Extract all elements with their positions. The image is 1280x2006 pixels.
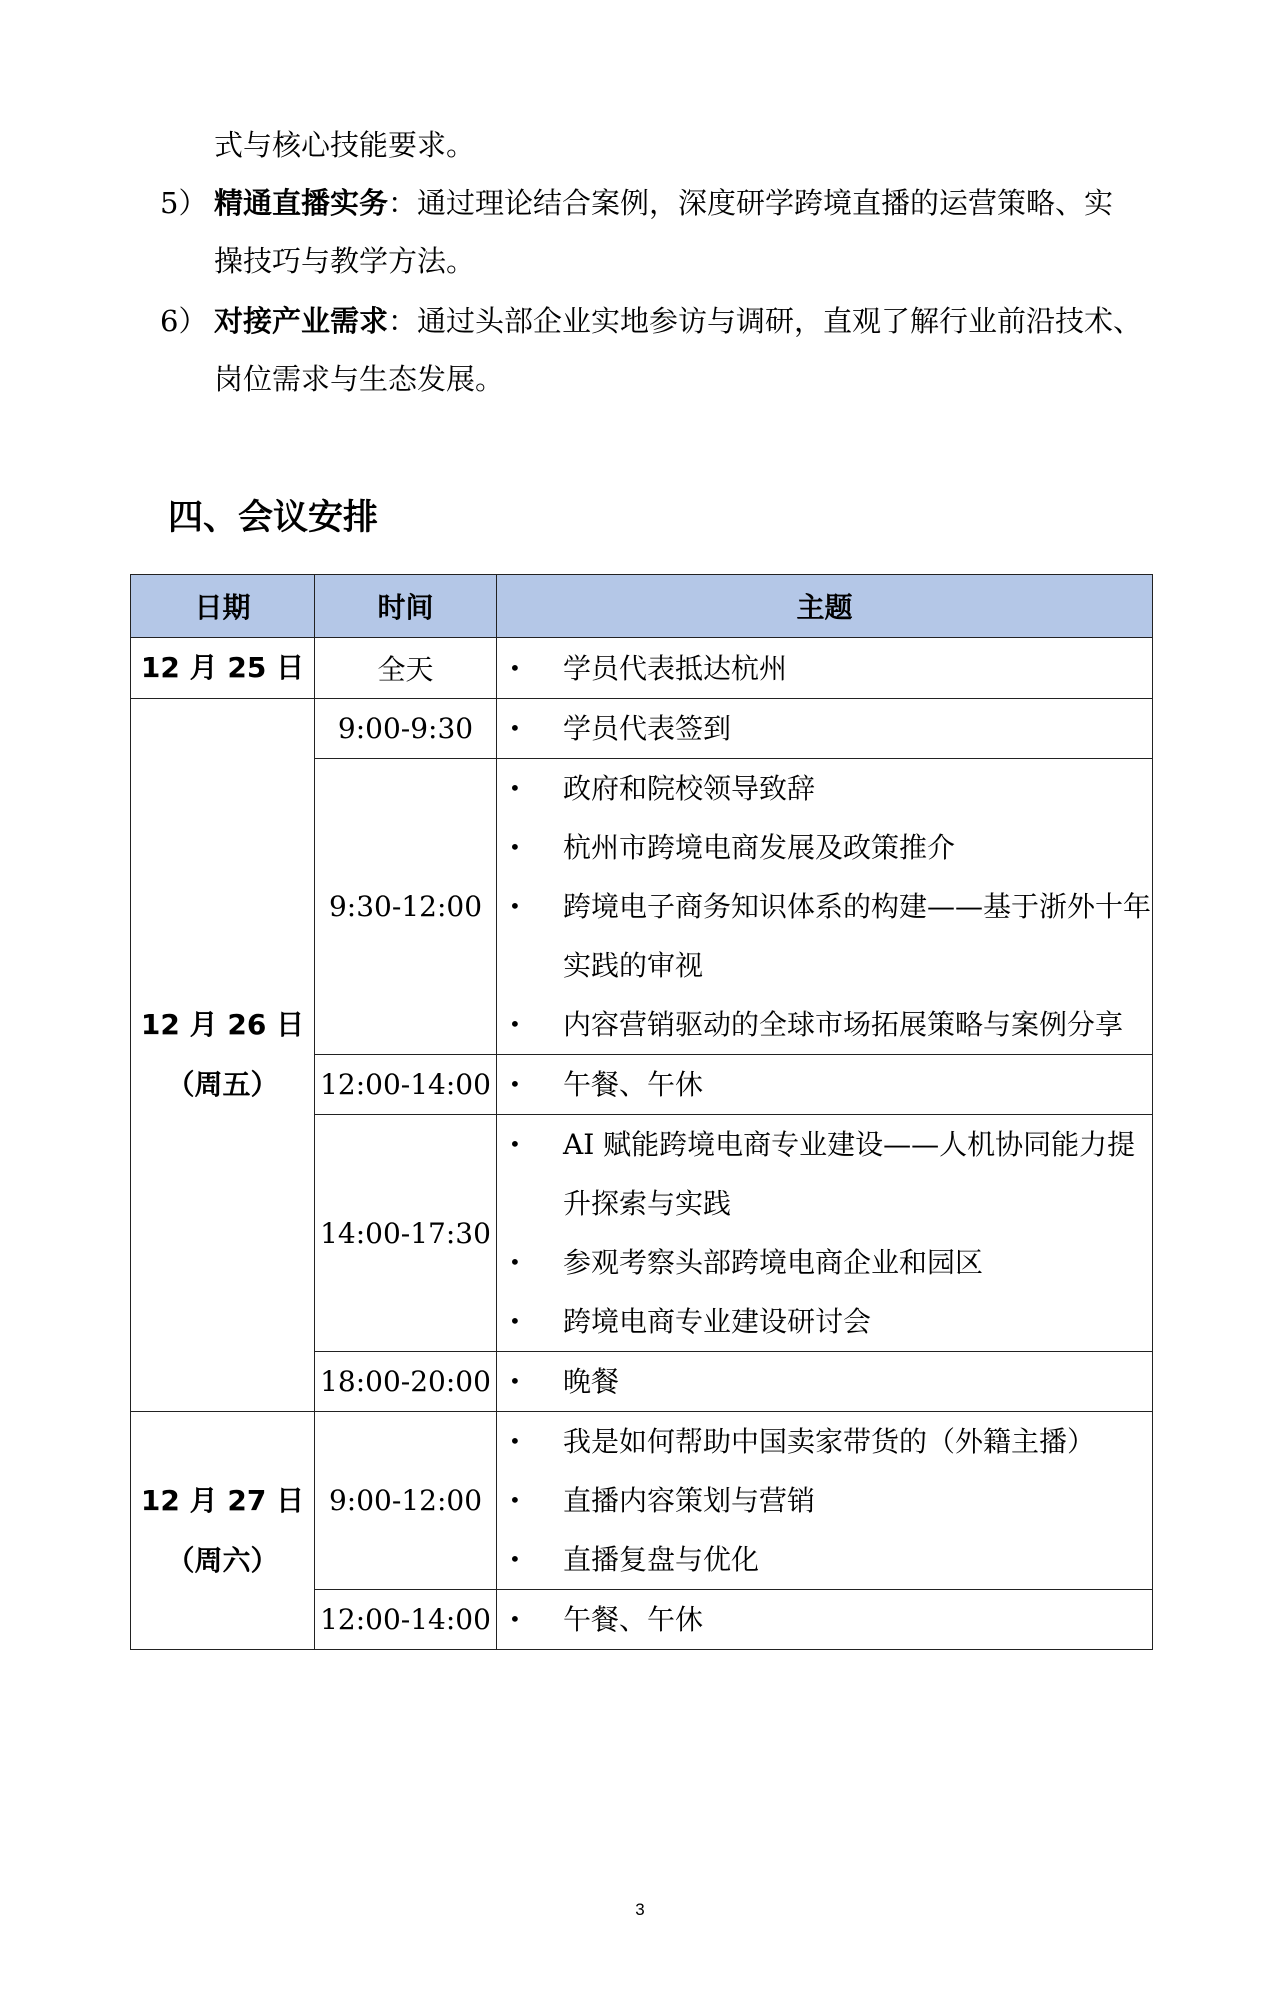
topic-cell bbox=[497, 1412, 1153, 1590]
topic-cell bbox=[497, 1590, 1153, 1650]
intro-item-6: 6） 对接产业需求：通过头部企业实地参访与调研，直观了解行业前沿技术、 岗位需求与生态发展。 bbox=[160, 292, 1180, 408]
topic-cell bbox=[497, 1352, 1153, 1412]
topic-list bbox=[497, 639, 1152, 698]
topic-list bbox=[497, 1055, 1152, 1114]
topic-cell bbox=[497, 1055, 1153, 1115]
header-time: 时间 bbox=[315, 575, 497, 638]
item-text: 通过头部企业实地参访与调研，直观了解行业前沿技术、 bbox=[417, 304, 1143, 338]
topic-list bbox=[497, 759, 1152, 1054]
table-row bbox=[131, 699, 1153, 759]
time-cell: 9:30-12:00 bbox=[315, 759, 497, 1055]
list-item: • AI 赋能跨境电商专业建设——人机协同能力提升探索与实践 bbox=[497, 1115, 1152, 1233]
section-heading: 四、会议安排 bbox=[168, 498, 379, 538]
list-item: • 学员代表签到 bbox=[497, 699, 1152, 758]
header-date: 日期 bbox=[131, 575, 315, 638]
weekday-label: （周六） bbox=[166, 1543, 279, 1577]
time-cell: 14:00-17:30 bbox=[315, 1115, 497, 1352]
table-header-row bbox=[131, 575, 1153, 638]
list-item: • 政府和院校领导致辞 bbox=[497, 759, 1152, 818]
time-cell: 12:00-14:00 bbox=[315, 1055, 497, 1115]
date-cell bbox=[131, 638, 315, 699]
time-cell: 18:00-20:00 bbox=[315, 1352, 497, 1412]
intro-item-5: 5） 精通直播实务：通过理论结合案例，深度研学跨境直播的运营策略、实 操技巧与教学方法。 bbox=[160, 174, 1180, 290]
topic-cell bbox=[497, 638, 1153, 699]
topic-cell bbox=[497, 699, 1153, 759]
list-item: • 跨境电子商务知识体系的构建——基于浙外十年实践的审视 bbox=[497, 877, 1152, 995]
list-item: • 学员代表抵达杭州 bbox=[497, 639, 1152, 698]
header-topic: 主题 bbox=[497, 575, 1153, 638]
list-item: • 午餐、午休 bbox=[497, 1055, 1152, 1114]
topic-cell bbox=[497, 1115, 1153, 1352]
topic-list bbox=[497, 1115, 1152, 1351]
item-continuation: 岗位需求与生态发展。 bbox=[214, 362, 505, 396]
list-item: • 我是如何帮助中国卖家带货的（外籍主播） bbox=[497, 1412, 1152, 1471]
list-item: • 午餐、午休 bbox=[497, 1590, 1152, 1649]
list-item: • 晚餐 bbox=[497, 1352, 1152, 1411]
table-row bbox=[131, 1412, 1153, 1590]
intro-prev-tail: 式与核心技能要求。 bbox=[214, 128, 476, 162]
list-item: • 内容营销驱动的全球市场拓展策略与案例分享 bbox=[497, 995, 1152, 1054]
table-row bbox=[131, 638, 1153, 699]
page-number: 3 bbox=[635, 1900, 645, 1919]
time-cell: 9:00-9:30 bbox=[315, 699, 497, 759]
topic-cell bbox=[497, 759, 1153, 1055]
topic-list bbox=[497, 1412, 1152, 1589]
item-continuation: 操技巧与教学方法。 bbox=[214, 244, 476, 278]
agenda-table bbox=[130, 574, 1153, 1650]
agenda-body bbox=[131, 638, 1153, 1650]
date-label: 12 月 25 日 bbox=[140, 651, 305, 684]
topic-list bbox=[497, 1590, 1152, 1649]
list-item: • 参观考察头部跨境电商企业和园区 bbox=[497, 1233, 1152, 1292]
item-lead: 对接产业需求 bbox=[214, 304, 389, 338]
item-text: 通过理论结合案例，深度研学跨境直播的运营策略、实 bbox=[417, 186, 1114, 220]
time-cell: 全天 bbox=[315, 638, 497, 699]
weekday-label: （周五） bbox=[166, 1068, 279, 1101]
item-lead: 精通直播实务 bbox=[214, 186, 389, 220]
list-item: • 直播复盘与优化 bbox=[497, 1530, 1152, 1589]
list-item: • 跨境电商专业建设研讨会 bbox=[497, 1292, 1152, 1351]
list-item: • 杭州市跨境电商发展及政策推介 bbox=[497, 818, 1152, 877]
date-cell bbox=[131, 1412, 315, 1650]
date-label: 12 月 26 日 bbox=[140, 1008, 305, 1041]
date-cell bbox=[131, 699, 315, 1412]
list-item: • 直播内容策划与营销 bbox=[497, 1471, 1152, 1530]
item-number: 6） bbox=[160, 304, 208, 338]
time-cell: 9:00-12:00 bbox=[315, 1412, 497, 1590]
item-number: 5） bbox=[160, 186, 208, 220]
topic-list bbox=[497, 699, 1152, 758]
date-label: 12 月 27 日 bbox=[140, 1483, 305, 1517]
time-cell: 12:00-14:00 bbox=[315, 1590, 497, 1650]
topic-list bbox=[497, 1352, 1152, 1411]
